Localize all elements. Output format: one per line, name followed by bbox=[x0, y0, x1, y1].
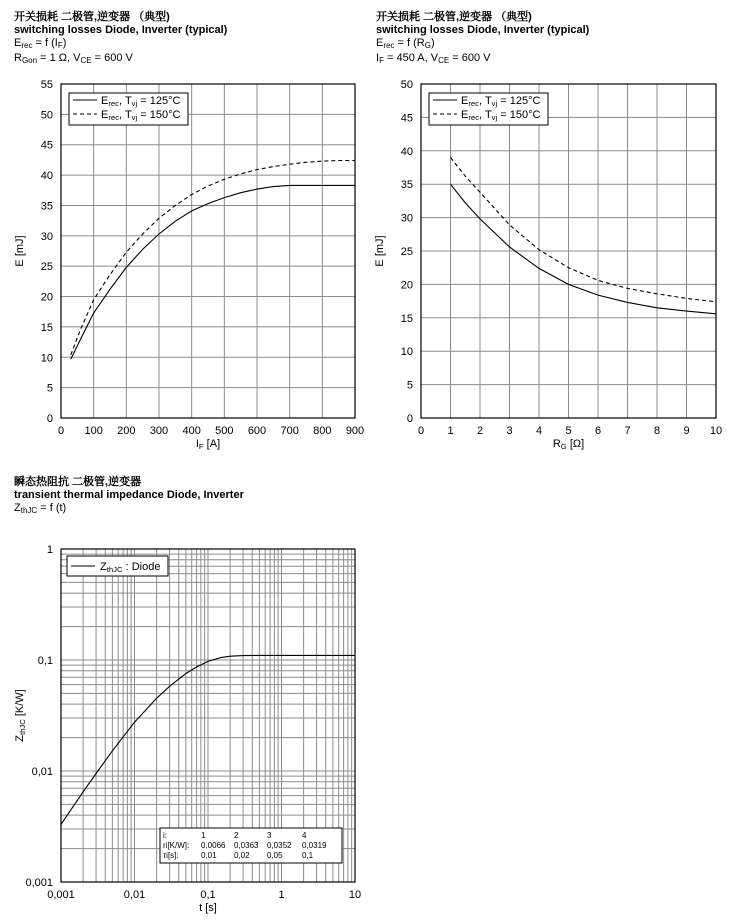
foster-table-cell: i: bbox=[163, 831, 167, 840]
y-tick-label: 20 bbox=[400, 279, 413, 292]
x-tick-label: 300 bbox=[149, 425, 169, 437]
y-tick-label: 15 bbox=[40, 321, 53, 334]
foster-table-cell: 0,02 bbox=[234, 851, 250, 860]
legend-label-2-part: , T bbox=[119, 109, 132, 121]
legend-label-2-part: = 150°C bbox=[137, 109, 181, 121]
legend-label-2-part: , T bbox=[479, 109, 492, 121]
foster-table-cell: 0,0066 bbox=[201, 841, 226, 850]
y-tick-label: 55 bbox=[40, 79, 53, 91]
legend-label-2-part: vj bbox=[131, 113, 138, 122]
y-tick-label: 50 bbox=[40, 109, 53, 122]
x-tick-label: 0,01 bbox=[123, 889, 146, 901]
x-axis-label-part: I bbox=[195, 438, 199, 450]
legend-label-2-part: vj bbox=[491, 113, 498, 122]
y-tick-label: 40 bbox=[40, 170, 53, 183]
x-tick-label: 2 bbox=[476, 425, 484, 437]
y-axis-label-part: [K/W] bbox=[14, 689, 26, 720]
x-tick-label: 4 bbox=[535, 425, 543, 437]
foster-table-cell: 0,0319 bbox=[302, 841, 327, 850]
y-tick-label: 1 bbox=[46, 544, 53, 556]
chart1-title-en: switching losses Diode, Inverter (typical) bbox=[14, 24, 228, 36]
switching-losses-vs-gate-resistance-chart bbox=[374, 79, 722, 451]
legend-label-1-part: : Diode bbox=[122, 561, 161, 573]
y-tick-label: 10 bbox=[400, 346, 413, 359]
series-line-2 bbox=[71, 161, 355, 355]
y-tick-label: 5 bbox=[46, 382, 53, 395]
chart3-title-en: transient thermal impedance Diode, Inverter bbox=[14, 489, 244, 501]
y-tick-label: 45 bbox=[40, 139, 53, 152]
y-tick-label: 5 bbox=[406, 379, 413, 392]
x-tick-label: 10 bbox=[348, 889, 362, 901]
legend-label-1-part: vj bbox=[131, 99, 138, 108]
chart2-title-en: switching losses Diode, Inverter (typical) bbox=[376, 24, 590, 36]
y-axis-label bbox=[14, 689, 27, 742]
y-tick-label: 10 bbox=[40, 352, 53, 365]
y-tick-label: 0 bbox=[406, 413, 413, 425]
x-axis-label-part: [A] bbox=[203, 438, 221, 450]
foster-table-cell: τi[s]: bbox=[163, 851, 179, 860]
x-tick-label: 700 bbox=[280, 425, 299, 437]
x-tick-label: 7 bbox=[624, 425, 631, 437]
legend-label-1-part: thJC bbox=[106, 565, 123, 574]
x-tick-label: 900 bbox=[345, 425, 365, 437]
foster-table-cell: ri[K/W]: bbox=[163, 841, 190, 850]
y-tick-label: 0,01 bbox=[31, 766, 53, 778]
chart3-title-cn: 瞬态热阻抗 二极管,逆变器 bbox=[14, 476, 142, 488]
y-tick-label: 30 bbox=[400, 212, 413, 225]
legend-label-2-part: E bbox=[461, 109, 469, 121]
legend-label-1-part: , T bbox=[479, 95, 492, 107]
legend-label-2-part: rec bbox=[468, 113, 480, 122]
x-tick-label: 800 bbox=[313, 425, 332, 437]
x-tick-label: 0,1 bbox=[200, 889, 216, 901]
foster-table-cell: 1 bbox=[201, 831, 206, 840]
x-axis-label-part: G bbox=[560, 442, 567, 451]
chart2-condition-2: $I_F = 450$ A, $V_{CE} = 600$ V bbox=[376, 52, 491, 65]
legend-label-1-part: Z bbox=[100, 561, 107, 573]
y-tick-label: 30 bbox=[40, 230, 53, 243]
chart1-title-cn: 开关损耗 二极管,逆变器 （典型) bbox=[14, 11, 170, 23]
switching-losses-vs-current-chart bbox=[14, 79, 364, 451]
y-tick-label: 0 bbox=[46, 413, 53, 425]
series-line-1 bbox=[451, 184, 717, 314]
legend-label-1-part: vj bbox=[491, 99, 498, 108]
chart2-title-cn: 开关损耗 二极管,逆变器 （典型) bbox=[376, 11, 532, 23]
foster-table-cell: 0,1 bbox=[302, 851, 314, 860]
x-tick-label: 3 bbox=[506, 425, 513, 437]
transient-thermal-impedance-chart bbox=[14, 544, 361, 914]
x-axis-label-part: [Ω] bbox=[566, 438, 585, 450]
foster-table-cell: 4 bbox=[302, 831, 307, 840]
y-tick-label: 15 bbox=[400, 312, 413, 325]
x-axis-label bbox=[553, 438, 584, 451]
y-axis-label: E [mJ] bbox=[374, 235, 386, 267]
y-tick-label: 20 bbox=[40, 291, 53, 304]
legend-label-1-part: E bbox=[101, 95, 109, 107]
x-tick-label: 500 bbox=[215, 425, 234, 437]
y-axis-label-part: thJC bbox=[18, 719, 27, 736]
legend-label-1-part: rec bbox=[468, 99, 480, 108]
y-tick-label: 35 bbox=[400, 179, 413, 192]
chart1-condition-2: $R_{Gon} = 1$ Ω, $V_{CE} = 600$ V bbox=[14, 52, 133, 65]
foster-table-cell: 0,0352 bbox=[267, 841, 292, 850]
y-tick-label: 0,001 bbox=[25, 877, 53, 889]
plot-frame bbox=[61, 84, 355, 418]
x-tick-label: 0 bbox=[417, 425, 425, 437]
x-tick-label: 1 bbox=[447, 425, 454, 437]
series-line-1 bbox=[71, 185, 355, 359]
y-axis-label-part: Z bbox=[14, 735, 26, 742]
series-line-2 bbox=[451, 158, 717, 302]
x-tick-label: 5 bbox=[565, 425, 572, 437]
y-tick-label: 45 bbox=[400, 112, 413, 125]
y-tick-label: 25 bbox=[40, 261, 53, 274]
x-tick-label: 600 bbox=[247, 425, 267, 437]
x-axis-label-part: R bbox=[552, 438, 561, 450]
x-tick-label: 0,001 bbox=[47, 889, 75, 901]
x-tick-label: 8 bbox=[653, 425, 661, 437]
y-tick-label: 25 bbox=[400, 246, 413, 258]
x-tick-label: 400 bbox=[182, 425, 201, 437]
legend-label-1-part: rec bbox=[108, 99, 120, 108]
x-tick-label: 1 bbox=[278, 889, 285, 901]
x-tick-label: 9 bbox=[683, 425, 690, 437]
foster-table-cell: 0,05 bbox=[267, 851, 283, 860]
legend-label-1-part: E bbox=[461, 95, 469, 107]
chart1-condition-1: $E_{rec} = f$ $(I_F)$ bbox=[14, 37, 67, 50]
y-tick-label: 35 bbox=[40, 200, 53, 213]
chart2-condition-1: $E_{rec} = f$ $(R_G)$ bbox=[376, 37, 435, 50]
legend-label-2-part: rec bbox=[108, 113, 120, 122]
legend-label-1-part: , T bbox=[119, 95, 132, 107]
foster-table-cell: 0,0363 bbox=[234, 841, 259, 850]
x-tick-label: 200 bbox=[117, 425, 136, 437]
legend-label-2-part: E bbox=[101, 109, 109, 121]
y-axis-label: E [mJ] bbox=[14, 235, 26, 267]
x-axis-label: t [s] bbox=[199, 902, 217, 914]
foster-table-cell: 0,01 bbox=[201, 851, 217, 860]
x-tick-label: 100 bbox=[84, 425, 103, 437]
legend-label-1-part: = 125°C bbox=[137, 95, 181, 107]
x-tick-label: 6 bbox=[594, 425, 602, 437]
x-axis-label-part: F bbox=[198, 442, 204, 451]
x-tick-label: 10 bbox=[709, 425, 723, 437]
foster-table-cell: 2 bbox=[234, 831, 239, 840]
y-tick-label: 40 bbox=[400, 145, 413, 158]
x-axis-label bbox=[196, 438, 220, 451]
foster-table-cell: 3 bbox=[267, 831, 272, 840]
legend-label-1-part: = 125°C bbox=[497, 95, 541, 107]
y-tick-label: 0,1 bbox=[37, 655, 53, 667]
x-tick-label: 0 bbox=[57, 425, 65, 437]
y-tick-label: 50 bbox=[400, 79, 413, 91]
chart3-condition-1: $Z_{thJC} = f$ (t) bbox=[14, 502, 67, 515]
legend-label-2-part: = 150°C bbox=[497, 109, 541, 121]
